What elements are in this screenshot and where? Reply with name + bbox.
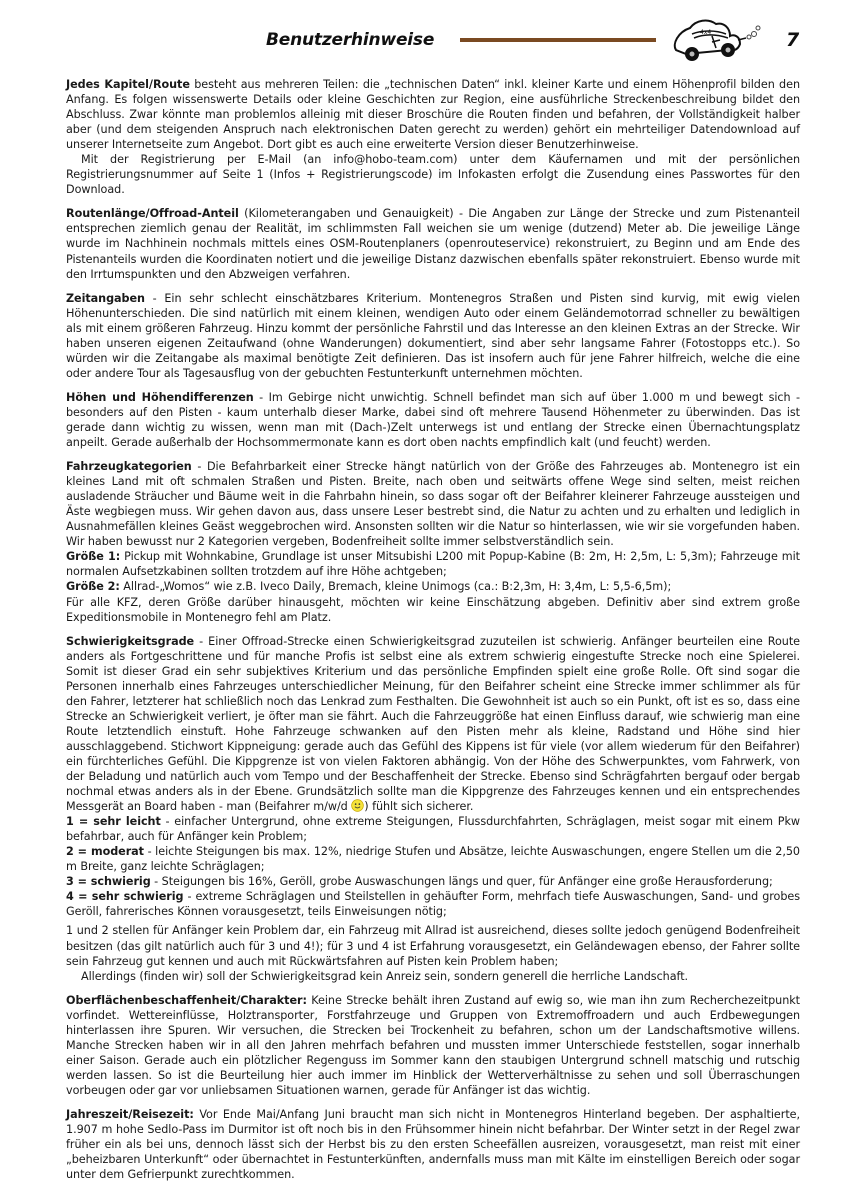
difficulty-level	[66, 889, 800, 919]
vehicle-size-text: Pickup mit Wohnkabine, Grundlage ist unser Mitsubishi L200 mit Popup-Kabine (B: 2m, H: 2,5m, L: 5,3m); Fahrzeuge mit normalen Aufsetzkabinen sollten trotzdem auf ihre Höhe achtgeben;	[66, 550, 800, 579]
vehicle-size-text: Allrad-„Womos“ wie z.B. Iveco Daily, Bremach, kleine Unimogs (ca.: B:2,3m, H: 3,4m, L: 5,5-6,5m);	[119, 580, 672, 594]
difficulty-level-label: 4 = sehr schwierig	[66, 890, 184, 904]
page-title: Benutzerhinweise	[266, 30, 435, 50]
section-text: besteht aus mehreren Teilen: die „technischen Daten“ inkl. kleiner Karte und einem Höhenprofil bilden den Anfang. Es folgen wissenswerte Details oder kleine Geschichten zur Region, eine ausführliche Streckenbeschreibung bildet den Abschluss. Zwar könnte man problemlos alleinig mit dieser Broschüre die Routen finden und befahren, der Vollständigkeit halber aber (und dem steigenden Anspruch nach elektronischen Daten gerecht zu werden) gehört ein mehrteiliger Datendownload auf unserer Internetseite zum Angebot. Dort gibt es auch eine erweiterte Version dieser Benutzerhinweise.	[66, 78, 800, 152]
smiley-icon	[351, 799, 364, 812]
difficulty-level-text: - Steigungen bis 16%, Geröll, grobe Auswaschungen längs und quer, für Anfänger eine große Herausforderung;	[150, 875, 773, 889]
vehicle-size-1	[66, 549, 800, 579]
section-text: Keine Strecke behält ihren Zustand auf ewig so, wie man ihn zum Recherchezeitpunkt vorfindet. Wettereinflüsse, Holztransporter, Forstfahrzeuge und Gruppen von Extremoffroadern und auch Erdbewegungen hinterlassen ihre Spuren. Wir versuchen, die Strecken bei Trockenheit zu befahren, schon um der Landschaftsmotive willens. Manche Strecken haben wir in all den Jahren mehrfach befahren und mussten immer Unterschiede feststellen, sogar innerhalb einer Saison. Gerade auch ein plötzlicher Regenguss im Sommer kann den staubigen Untergrund schnell matschig und rutschig werden lassen. So ist die Beurteilung hier auch immer im Hinblick der Wetterverhältnisse zu sehen und soll Überraschungen vorbeugen oder gar vor unliebsamen Situationen warnen, gerade für Anfänger ist das wichtig.	[66, 993, 800, 1097]
difficulty-note: 1 und 2 stellen für Anfänger kein Problem dar, ein Fahrzeug mit Allrad ist ausreichend, dieses sollte jedoch genügend Bodenfreiheit besitzen (das gilt natürlich auch für 3 und 4!); für 3 und 4 ist Erfahrung vorausgesetzt, ein Geländewagen ebenso, der Fahrer sollte sein Fahrzeug gut kennen und auch mit Rückwärtsfahren auf Pisten kein Problem haben;	[66, 924, 800, 968]
difficulty-level-text: - extreme Schräglagen und Steilstellen in gehäufter Form, mehrfach tiefe Auswaschungen, Sand- und grobes Geröll, fahrerisches Können vorausgesetzt, teils Einweisungen nötig;	[66, 890, 801, 919]
section-intro-registration: Mit der Registrierung per E-Mail (an info@hobo-team.com) unter dem Käufernamen und mit der persönlichen Registrierungsnummer auf Seite 1 (Infos + Registrierungscode) im Infokasten erfolgt die Zusendung eines Passwortes für den Download.	[66, 153, 800, 197]
difficulty-level-label: 3 = schwierig	[66, 875, 151, 889]
offroad-car-logo-icon	[668, 14, 768, 64]
section-heading: Jahreszeit/Reisezeit:	[66, 1108, 194, 1121]
vehicle-closing: Für alle KFZ, deren Größe darüber hinausgeht, möchten wir keine Einschätzung abgeben. Definitiv aber sind extrem große Expeditionsmobile in Montenegro fehl am Platz.	[66, 595, 800, 624]
section-heading: Oberflächenbeschaffenheit/Charakter:	[66, 993, 307, 1007]
difficulty-level	[66, 844, 800, 874]
difficulty-level	[66, 874, 800, 889]
section-time	[66, 291, 800, 381]
section-heading: Schwierigkeitsgrade	[66, 634, 195, 648]
difficulty-note-2: Allerdings (finden wir) soll der Schwierigkeitsgrad kein Anreiz sein, sondern generell die herrliche Landschaft.	[81, 969, 689, 983]
section-heading: Fahrzeugkategorien	[66, 460, 192, 474]
difficulty-level	[66, 814, 800, 844]
section-heading: Jedes Kapitel/Route	[66, 78, 190, 91]
page-header	[0, 0, 848, 70]
section-text: - Die Befahrbarkeit einer Strecke hängt natürlich von der Größe des Fahrzeuges ab. Montenegro ist ein kleines Land mit oft schmalen Straßen und Pisten. Breite, nach oben und seitwärts offene Wege sind selten, meist reichen ausladende Sträucher und Bäume weit in die Fahrbahn hinein, so dass sogar oft der Beifahrer kleinerer Fahrzeuge aussteigen und Äste wegbiegen muss. Wir gehen davon aus, dass unsere Leser bestrebt sind, die Natur zu achten und zu erhalten und lediglich in Ausnahmefällen kleines Geäst weggebrochen wird. Ansonsten sollten wir die Natur so hinterlassen, wie wir sie vorgefunden haben. Wir haben bewusst nur 2 Kategorien vergeben, Bodenfreiheit sollte immer selbstverständlich sein.	[66, 460, 800, 549]
vehicle-size-label: Größe 2:	[66, 580, 120, 594]
section-heading: Zeitangaben	[66, 291, 145, 305]
difficulty-level-text: - leichte Steigungen bis max. 12%, niedrige Stufen und Absätze, leichte Auswaschungen, engere Stellen um die 2,50 m Breite, ganz leichte Schräglagen;	[66, 845, 800, 874]
section-text: - Einer Offroad-Strecke einen Schwierigkeitsgrad zuzuteilen ist schwierig. Anfänger beurteilen eine Route anders als Fortgeschrittene und für manche Profis ist selbst eine als extrem schwierig eingestufte Strecke noch eine Spielerei. Somit ist dieser Grad ein sehr subjektives Kriterium und das persönliche Empfinden spielt eine große Rolle. Oft sind sogar die Personen innerhalb eines Fahrzeuges unterschiedlicher Meinung, für den Beifahrer scheint eine Strecke immer schlimmer als für den Fahrer, letzterer hat schließlich noch das Lenkrad zum Festhalten. Die Gewohnheit ist auch so ein Punkt, oft ist es so, dass eine Strecke an Schwierigkeit verliert, je öfter man sie fährt. Auch die Fahrzeuggröße hat einen Einfluss darauf, wie schwierig man eine Route letztendlich einstuft. Hohe Fahrzeuge schwanken auf den Pisten mehr als kleine, Radstand und Höhe sind hier ausschlaggebend. Stichwort Kippneigung: gerade auch das Gefühl des Kippens ist für viele (vor allem wiederum für den Beifahrer) ein fürchterliches Gefühl. Die Kippgrenze ist von vielen Faktoren abhängig. Von der Höhe des Schwerpunktes, vom Fahrwerk, von der Beladung und natürlich auch vom Tempo und der Beschaffenheit der Strecke. Ebenso sind Schrägfahrten bergauf oder bergab nochmal etwas anders als in der Ebene. Grundsätzlich sollte man die Kippgrenze des Fahrzeuges kennen und ein entsprechendes Messgerät an Board haben - man (Beifahrer m/w/d	[66, 634, 800, 814]
section-text: (Kilometerangaben und Genauigkeit) - Die Angaben zur Länge der Strecke und zum Pistenanteil entsprechen ziemlich genau der Realität, im schlimmsten Fall weichen sie um wenige (dutzend) Meter ab. Die jeweilige Länge wurde im Nachhinein nochmals mittels eines OSM-Routenplaners (openrouteservice) rekonstruiert, zu Beginn und am Ende des Pistenanteils wurden die Koordinaten notiert und die jeweilige Distanz dazwischen ebenfalls später rekonstruiert. Ebenso wurde mit den Irrtumspunkten und den Abzweigen verfahren.	[66, 207, 800, 281]
difficulty-level-label: 1 = sehr leicht	[66, 815, 161, 829]
section-heading: Höhen und Höhendifferenzen	[66, 390, 254, 404]
section-text: - Im Gebirge nicht unwichtig. Schnell befindet man sich auf über 1.000 m und bewegt sich - besonders auf den Pisten - kaum unterhalb dieser Marke, dabei sind oft mehrere Tausend Höhenmeter zu überwinden. Das ist gerade dann wichtig zu wissen, wenn man mit (Dach-)Zelt unterwegs ist und entlang der Strecke einen Übernachtungsplatz anpeilt. Gerade außerhalb der Hochsommermonate kann es dort oben nachts empfindlich kalt (und feucht) werden.	[66, 390, 800, 450]
page-body	[66, 77, 800, 1191]
difficulty-level-text: - einfacher Untergrund, ohne extreme Steigungen, Flussdurchfahrten, Schräglagen, meist sogar mit einem Pkw befahrbar, auch für Anfänger kein Problem;	[66, 815, 800, 844]
vehicle-size-2	[66, 579, 800, 594]
section-text-end: ) fühlt sich sicherer.	[364, 800, 474, 814]
section-season	[66, 1107, 800, 1182]
vehicle-size-label: Größe 1:	[66, 550, 121, 564]
section-heading: Routenlänge/Offroad-Anteil	[66, 207, 239, 221]
section-route-length	[66, 206, 800, 281]
difficulty-level-label: 2 = moderat	[66, 845, 144, 859]
page-number: 7	[786, 29, 800, 51]
section-surface	[66, 993, 800, 1098]
section-intro	[66, 77, 800, 152]
section-vehicles	[66, 459, 800, 549]
svg-text:4x4: 4x4	[700, 29, 712, 36]
section-text: - Ein sehr schlecht einschätzbares Kriterium. Montenegros Straßen und Pisten sind kurvig, mit ewig vielen Höhenunterschieden. Die sind natürlich mit einem kleinen, wendigen Auto oder einem Geländemotorrad schneller zu bewältigen als mit einem größeren Fahrzeug. Hinzu kommt der persönliche Fahrstil und das Interesse an den kleinen Extras an der Strecke. Wir haben unseren eigenen Zeitaufwand (ohne Wanderungen) dokumentiert, sind aber sehr langsame Fahrer (Fotostopps etc.). So würden wir die Zeitangabe als maximal benötigte Zeit definieren. Das ist insofern auch für jene Fahrer hilfreich, welche die eine oder andere Tour als Tagesausflug von der gebuchten Festunterkunft unternehmen möchten.	[66, 291, 800, 380]
section-difficulty	[66, 634, 800, 815]
section-text: Vor Ende Mai/Anfang Juni braucht man sich nicht in Montenegros Hinterland begeben. Der asphaltierte, 1.907 m hohe Sedlo-Pass im Durmitor ist oft noch bis in den Frühsommer hinein nicht befahrbar. Der Winter setzt in der Regel zwar früher ein als bei uns, dennoch lässt sich der Herbst bis zu den ersten Scheefällen ausreizen, vorausgesetzt, man reist mit einer „beheizbaren Unterkunft“ oder übernachtet in Festunterkünften, andernfalls muss man mit Kälte im einstelligen Bereich oder sogar unter dem Gefrierpunkt zurechtkommen.	[66, 1108, 800, 1182]
section-altitude	[66, 390, 800, 450]
header-divider	[460, 38, 656, 42]
